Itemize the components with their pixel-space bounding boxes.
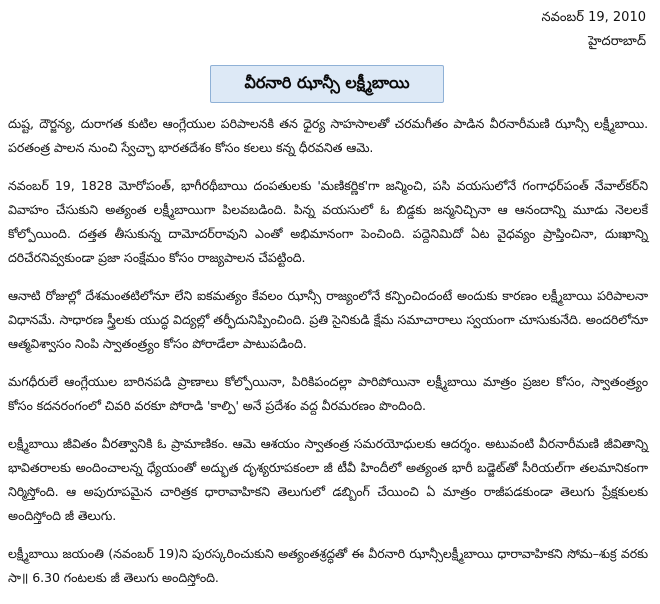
paragraph-6: లక్ష్మీబాయి జయంతి (నవంబర్ 19)ని పురస్కరించుకుని అత్యంతశ్రద్ధతో ఈ వీరనారి ఝాన్సీలక్ష్మీబాయి ధారావాహికని సోమ–శుక్ర వరకు సా॥ 6.30 గంటలకు జీ తెలుగు అందిస్తోంది. [8, 546, 648, 585]
paragraph-4: మగధీరులే ఆంగ్లేయుల బారినపడి ప్రాణాలు కోల్పోయినా, పిరికిపందల్లా పారిపోయినా లక్ష్మీబాయి మాత్రం ప్రజల కోసం, స్వాతంత్ర్యం కోసం కదనరంగంలో చివరి వరకూ పోరాడి 'కాల్పి' అనే ప్రదేశం వద్ద వీరమరణం పొందింది. [8, 374, 648, 413]
article-title: వీరనారి ఝాన్సీ లక్ష్మీబాయి [244, 72, 410, 92]
paragraph-5: లక్ష్మీబాయి జీవితం వీరత్వానికి ఓ ప్రామాణికం. ఆమె ఆశయం స్వాతంత్ర సమరయోధులకు ఆదర్శం. అటువంటి వీరనారీమణి జీవితాన్ని భావితరాలకు అందించాలన్న ధ్యేయంతో అద్భుత దృశ్యరూపకంలా జీ టీవీ హిందీలో అత్యంత భారీ బడ్జెట్‌తో సీరియల్‌గా తలమానికంగా నిర్మిస్తోంది. ఆ అపురూపమైన చారిత్రక ధారావాహికని తెలుగులో డబ్బింగ్ చేయించి ఏ మాత్రం రాజీపడకుండా తెలుగు ప్రేక్షకులకు అందిస్తోంది జీ తెలుగు. [8, 436, 648, 523]
paragraph-1: దుష్ట, దౌర్జన్య, దురాగత కుటిల ఆంగ్లేయుల పరిపాలనకి తన ధైర్య సాహసాలతో చరమగీతం పాడిన వీరనారీమణి ఝాన్సీ లక్ష్మీబాయి. పరతంత్ర పాలన నుంచి స్వేచ్ఛా భారతదేశం కోసం కలలు కన్న ధీరవనిత ఆమె. [8, 116, 648, 155]
date-text: నవంబర్ 19, 2010 [541, 10, 646, 25]
dateline [542, 6, 646, 54]
paragraph-2: నవంబర్ 19, 1828 మోరోపంత్, భాగీరథీబాయి దంపతులకు 'మణికర్ణిక'గా జన్మించి, పసి వయసులోనే గంగాధర్‌పంత్ నేవాల్‌కర్‌ని వివాహం చేసుకుని అత్యంత లక్ష్మీబాయిగా పిలవబడింది. పిన్న వయసులో ఓ బిడ్డకు జన్మనిచ్చినా ఆ ఆనందాన్ని మూడు నెలలకే కోల్పోయింది. దత్తత తీసుకున్న దామోదర్‌రావుని ఎంతో అభిమానంగా పెంచింది. పద్దెనిమిదో ఏట వైధవ్యం ప్రాప్తించినా, దుఃఖాన్ని దరిచేరనివ్వకుండా ప్రజా సంక్షేమం కోసం రాజ్యపాలన చేపట్టింది. [8, 178, 648, 265]
paragraph-3: ఆనాటి రోజుల్లో దేశమంతటిలోనూ లేని ఐకమత్యం కేవలం ఝాన్సీ రాజ్యంలోనే కన్పించిందంటే అందుకు కారణం లక్ష్మీబాయి పరిపాలనా విధానమే. సాధారణ స్త్రీలకు యుద్ధ విద్యల్లో తర్ఫీదునిప్పించింది. ప్రతి సైనికుడి క్షేమ సమాచారాలు స్వయంగా చూసుకునేది. అందరిలోనూ ఆత్మవిశ్వాసం నింపి స్వాతంత్ర్యం కోసం పోరాడేలా పాటుపడింది. [8, 288, 648, 351]
article-body [8, 112, 648, 604]
place-text: హైదరాబాద్ [588, 34, 646, 49]
article-title-box [210, 65, 444, 103]
